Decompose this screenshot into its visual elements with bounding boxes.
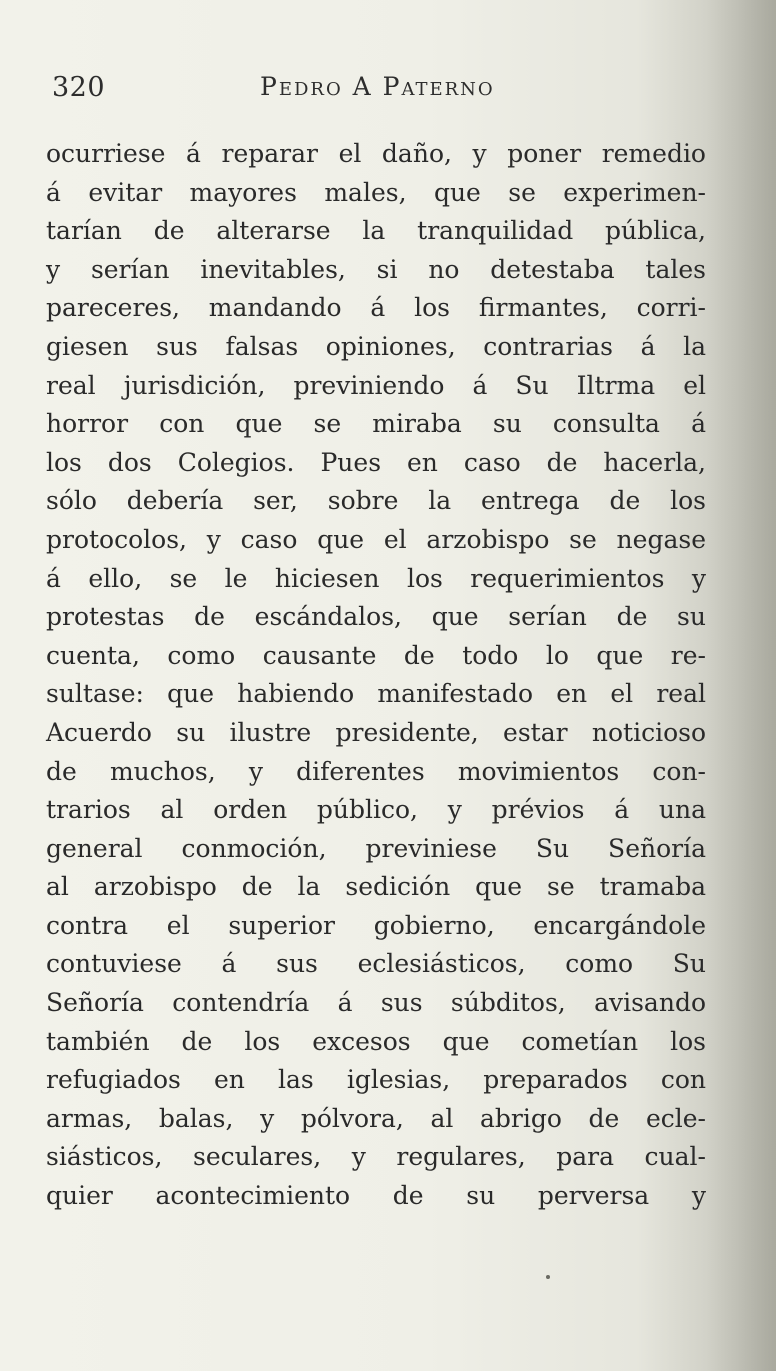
text-line: tarían de alterarse la tranquilidad pública, [46,216,706,246]
text-line: á ello, se le hiciesen los requerimientos y [46,563,706,593]
text-line: también de los excesos que cometían los [46,1026,706,1056]
text-line: sólo debería ser, sobre la entrega de los [46,486,706,516]
text-line: horror con que se miraba su consulta á [46,409,706,439]
text-line: pareceres, mandando á los firmantes, corri- [46,293,706,323]
text-line: refugiados en las iglesias, preparados con [46,1065,706,1095]
text-line: general conmoción, previniese Su Señoría [46,833,706,863]
running-head: Pedro A Paterno [260,72,495,101]
text-line: quier acontecimiento de su perversa y [46,1181,706,1211]
text-line: protestas de escándalos, que serían de su [46,602,706,632]
text-line: sultase: que habiendo manifestado en el real [46,679,706,709]
text-line: real jurisdición, previniendo á Su Iltrma el [46,370,706,400]
text-line: ocurriese á reparar el daño, y poner remedio [46,139,706,168]
text-line: contra el superior gobierno, encargándole [46,910,706,940]
page-number: 320 [52,72,106,103]
text-line: armas, balas, y pólvora, al abrigo de ecle- [46,1103,706,1133]
text-line: contuviese á sus eclesiásticos, como Su [46,949,706,979]
text-line: y serían inevitables, si no detestaba tales [46,254,706,284]
text-line: trarios al orden público, y prévios á una [46,795,706,825]
text-line: de muchos, y diferentes movimientos con- [46,756,706,786]
text-line: siásticos, seculares, y regulares, para cual- [46,1142,706,1172]
text-line: giesen sus falsas opiniones, contrarias á la [46,331,706,361]
text-line: á evitar mayores males, que se experimen- [46,177,706,207]
text-line: Señoría contendría á sus súbditos, avisando [46,988,706,1018]
text-line: Acuerdo su ilustre presidente, estar noticioso [46,717,706,747]
body-text [46,135,706,1216]
text-line: protocolos, y caso que el arzobispo se negase [46,524,706,554]
text-line: al arzobispo de la sedición que se tramaba [46,872,706,902]
ink-speck [546,1275,550,1279]
page-header [52,72,692,112]
text-line: cuenta, como causante de todo lo que re- [46,640,706,670]
text-line: los dos Colegios. Pues en caso de hacerla, [46,447,706,477]
